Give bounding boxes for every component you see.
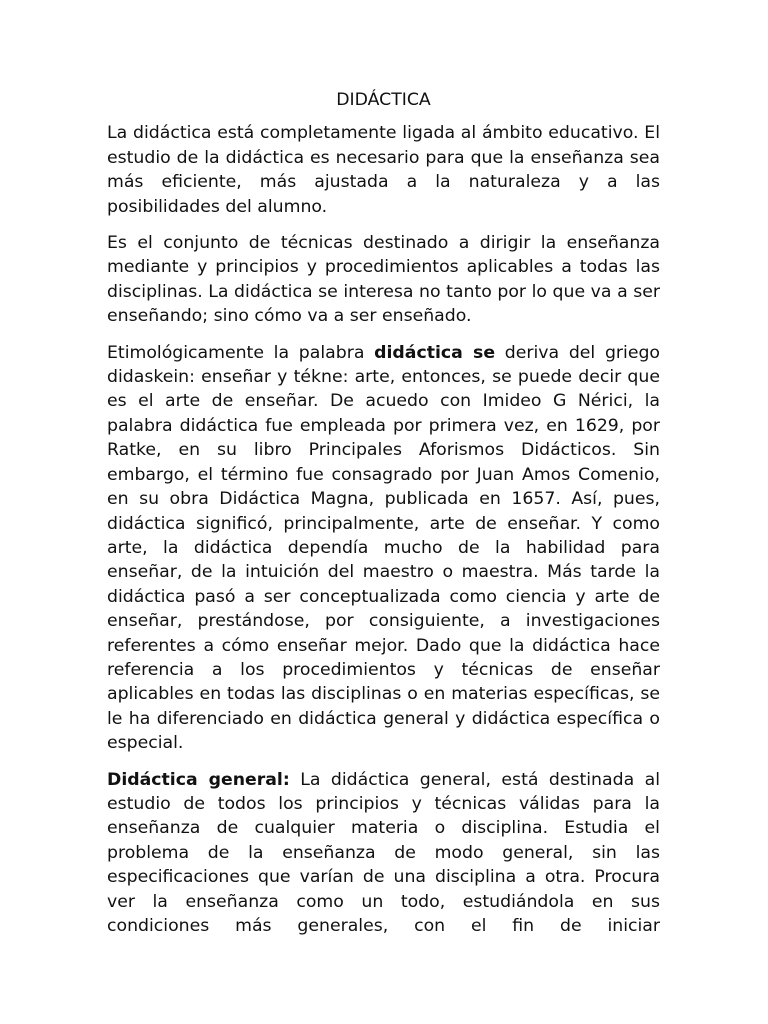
etymology-text-rest: deriva del griego didaskein: enseñar y tékne: arte, entonces, se puede decir que es el arte de enseñar. De acuedo con Imideo G Nérici, la palabra didáctica fue empleada por primera vez, en 1629, por Ratke, en su libro Principales Aforismos Didácticos. Sin embargo, el término fue consagrado por Juan Amos Comenio, en su obra Didáctica Magna, publicada en 1657. Así, pues, didáctica significó, principalmente, arte de enseñar. Y como arte, la didáctica dependía mucho de la habilidad para enseñar, de la intuición del maestro o maestra. Más tarde la didáctica pasó a ser conceptualizada como ciencia y arte de enseñar, prestándose, por consiguiente, a investigaciones referentes a cómo enseñar mejor. Dado que la didáctica hace referencia a los procedimientos y técnicas de enseñar aplicables en todas las disciplinas o en materias específicas, se le ha diferenciado en didáctica general y didáctica específica o especial. <box>107 342 661 754</box>
paragraph-etymology <box>107 341 660 756</box>
paragraph-definition: Es el conjunto de técnicas destinado a dirigir la enseñanza mediante y principios y procedimientos aplicables a todas las disciplinas. La didáctica se interesa no tanto por lo que va a ser enseñando; sino cómo va a ser enseñado. <box>107 233 660 327</box>
document-title: DIDÁCTICA <box>336 90 431 110</box>
general-didactics-heading: Didáctica general: <box>107 769 290 790</box>
general-didactics-text: La didáctica general, está destinada al estudio de todos los principios y técnicas válidas para la enseñanza de cualquier materia o disciplina. Estudia el problema de la enseñanza de modo general, sin las especificaciones que varían de una disciplina a otra. Procura ver la enseñanza como un todo, estudiándola en sus condiciones más generales, con el fin de iniciar <box>107 769 660 936</box>
etymology-bold-term: didáctica se <box>374 342 496 363</box>
paragraph-intro: La didáctica está completamente ligada al ámbito educativo. El estudio de la didáctica es necesario para que la enseñanza sea más eficiente, más ajustada a la naturaleza y a las posibilidades del alumno. <box>107 123 660 217</box>
paragraph-general-didactics <box>107 768 660 939</box>
etymology-text-start: Etimológicamente la palabra <box>107 342 375 363</box>
document-page <box>107 88 660 938</box>
